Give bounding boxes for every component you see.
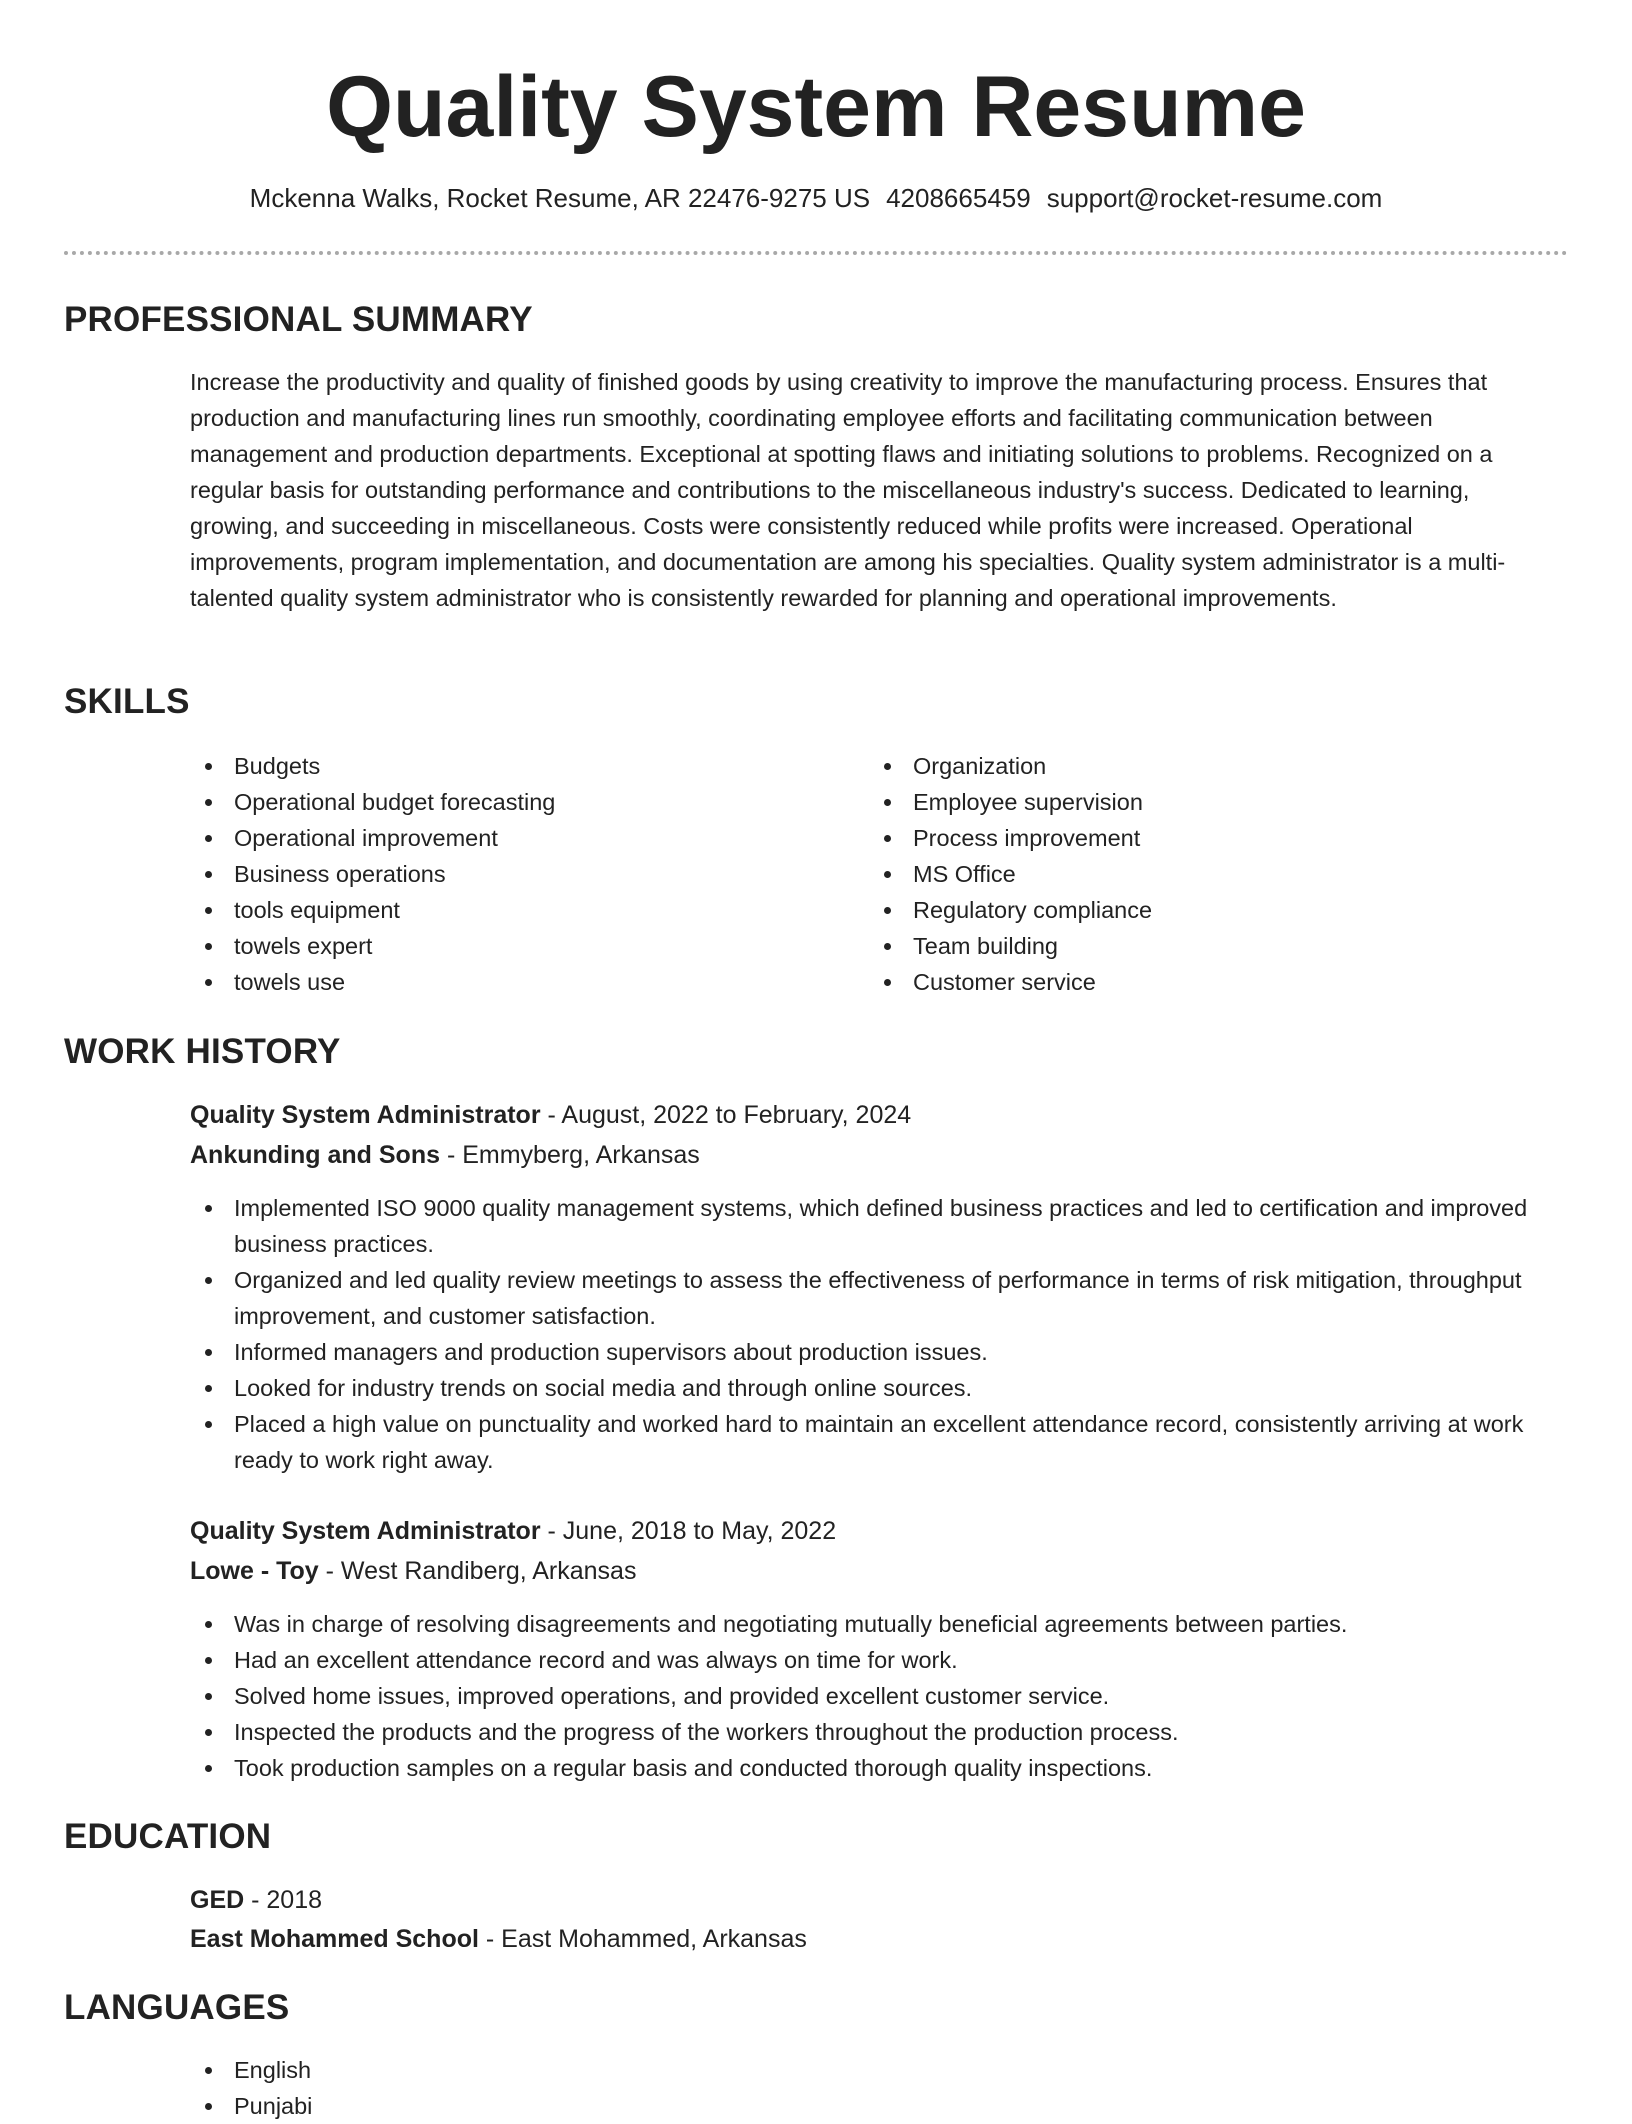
job-bullets	[190, 1190, 1560, 1478]
job-bullet: Organized and led quality review meetings to assess the effectiveness of performance in terms of risk mitigation, throughput improvement, and customer satisfaction.	[190, 1262, 1560, 1334]
job-bullets	[190, 1606, 1560, 1786]
job-dates: - June, 2018 to May, 2022	[540, 1517, 837, 1545]
education-heading: EDUCATION	[64, 1817, 272, 1856]
skills-list-left	[190, 748, 790, 1000]
education-degree: GED	[190, 1886, 245, 1914]
job-company-line	[190, 1137, 700, 1173]
skill-item: Operational budget forecasting	[190, 784, 790, 820]
job-bullet: Inspected the products and the progress of the workers throughout the production process.	[190, 1714, 1560, 1750]
summary-heading: PROFESSIONAL SUMMARY	[64, 300, 533, 339]
job-bullet: Had an excellent attendance record and was always on time for work.	[190, 1642, 1560, 1678]
language-item: English	[190, 2052, 1560, 2088]
skill-item: Employee supervision	[869, 784, 1469, 820]
skills-heading: SKILLS	[64, 682, 190, 721]
job-company-line	[190, 1553, 636, 1589]
job-bullet: Informed managers and production supervisors about production issues.	[190, 1334, 1560, 1370]
resume-title: Quality System Resume	[326, 59, 1306, 155]
job-title: Quality System Administrator	[190, 1517, 541, 1545]
job-bullet: Was in charge of resolving disagreements and negotiating mutually beneficial agreements between parties.	[190, 1606, 1560, 1642]
contact-phone: 4208665459	[886, 183, 1031, 213]
skill-item: towels expert	[190, 928, 790, 964]
job-title: Quality System Administrator	[190, 1101, 541, 1129]
education-school-line	[190, 1921, 807, 1957]
summary-text: Increase the productivity and quality of finished goods by using creativity to improve the manufacturing process. Ensures that production and manufacturing lines run smoothly, coordinating employee efforts and facilitating communication between management and production departments. Exceptional at spotting flaws and initiating solutions to problems. Recognized on a regular basis for outstanding performance and contributions to the miscellaneous industry's success. Dedicated to learning, growing, and succeeding in miscellaneous. Costs were consistently reduced while profits were increased. Operational improvements, program implementation, and documentation are among his specialties. Quality system administrator is a multi-talented quality system administrator who is consistently rewarded for planning and operational improvements.	[190, 369, 1506, 611]
skill-item: Operational improvement	[190, 820, 790, 856]
job-title-line	[190, 1097, 911, 1133]
education-location: - East Mohammed, Arkansas	[478, 1925, 807, 1953]
skill-item: Process improvement	[869, 820, 1469, 856]
job-title-line	[190, 1513, 836, 1549]
language-item: Punjabi	[190, 2088, 1560, 2124]
skills-list-right	[869, 748, 1469, 1000]
contact-address: Mckenna Walks, Rocket Resume, AR 22476-9275 US	[249, 183, 871, 213]
job-bullet: Placed a high value on punctuality and worked hard to maintain an excellent attendance record, consistently arriving at work ready to work right away.	[190, 1406, 1560, 1478]
job-bullet: Implemented ISO 9000 quality management systems, which defined business practices and led to certification and improved business practices.	[190, 1190, 1560, 1262]
languages-list	[190, 2052, 1560, 2124]
skill-item: MS Office	[869, 856, 1469, 892]
languages-heading: LANGUAGES	[64, 1988, 290, 2027]
skill-item: Business operations	[190, 856, 790, 892]
job-dates: - August, 2022 to February, 2024	[540, 1101, 912, 1129]
skill-item: towels use	[190, 964, 790, 1000]
education-school: East Mohammed School	[190, 1925, 479, 1953]
skill-item: Budgets	[190, 748, 790, 784]
job-bullet: Solved home issues, improved operations, and provided excellent customer service.	[190, 1678, 1560, 1714]
job-bullet: Took production samples on a regular basis and conducted thorough quality inspections.	[190, 1750, 1560, 1786]
skill-item: Organization	[869, 748, 1469, 784]
job-bullet: Looked for industry trends on social media and through online sources.	[190, 1370, 1560, 1406]
job-location: - Emmyberg, Arkansas	[440, 1141, 700, 1169]
job-location: - West Randiberg, Arkansas	[318, 1557, 637, 1585]
job-company: Lowe - Toy	[190, 1557, 319, 1585]
skill-item: tools equipment	[190, 892, 790, 928]
contact-email: support@rocket-resume.com	[1046, 183, 1383, 213]
job-company: Ankunding and Sons	[190, 1141, 440, 1169]
work-history-heading: WORK HISTORY	[64, 1032, 341, 1071]
skill-item: Customer service	[869, 964, 1469, 1000]
contact-line	[0, 180, 1632, 216]
skill-item: Regulatory compliance	[869, 892, 1469, 928]
skill-item: Team building	[869, 928, 1469, 964]
header-divider	[64, 251, 1568, 255]
education-degree-line	[190, 1882, 322, 1918]
education-year: - 2018	[244, 1886, 323, 1914]
